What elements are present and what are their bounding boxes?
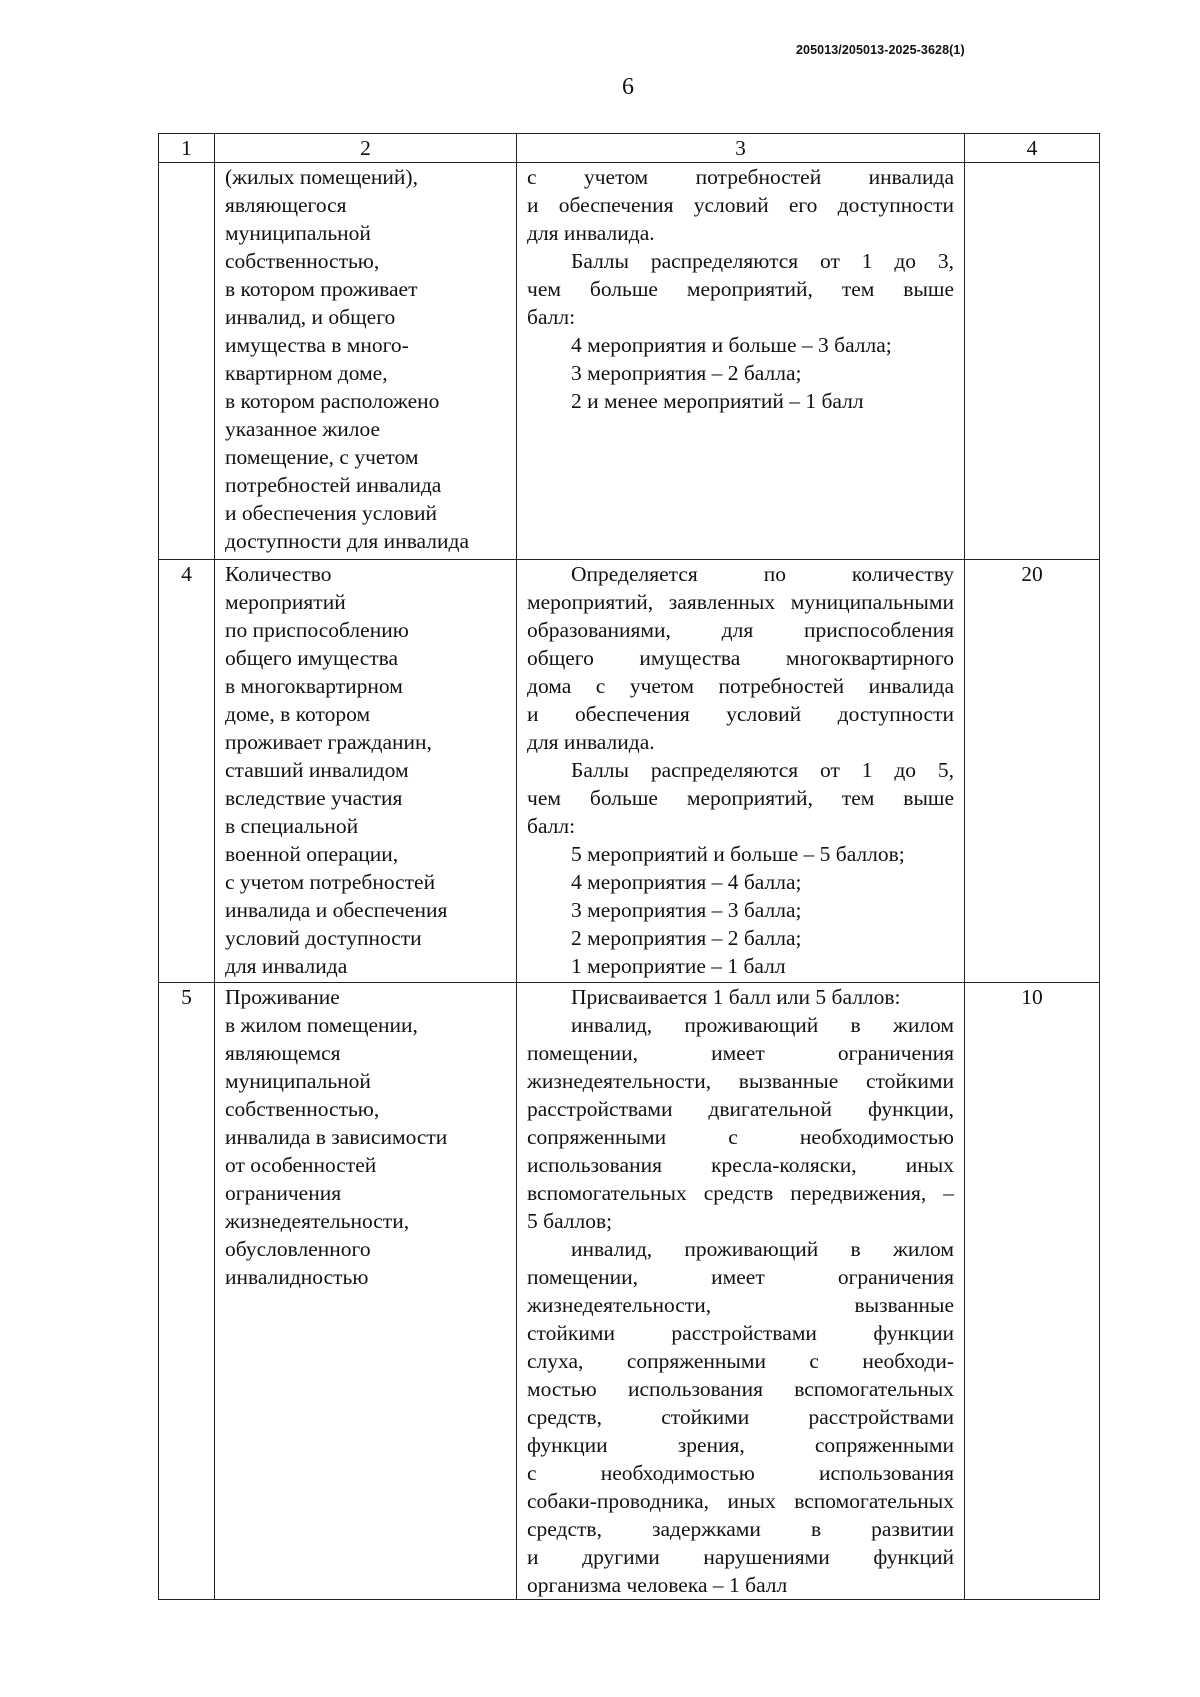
criterion-text-line: квартирном доме, bbox=[225, 361, 388, 385]
description-text-line: слуха, сопряженными с необходи- bbox=[527, 1349, 954, 1373]
document-registration-number: 205013/205013-2025-3628(1) bbox=[796, 43, 965, 57]
criterion-text-line: с учетом потребностей bbox=[225, 870, 436, 894]
criterion-text-line: Количество bbox=[225, 562, 332, 586]
description-text-line: 1 мероприятие – 1 балл bbox=[571, 954, 786, 978]
description-text-line: помещении, имеет ограничения bbox=[527, 1041, 954, 1065]
description-text-line: 2 мероприятия – 2 балла; bbox=[571, 926, 802, 950]
description-cell bbox=[517, 560, 965, 983]
table-row bbox=[159, 983, 1100, 1600]
criterion-text-line: инвалидностью bbox=[225, 1265, 369, 1289]
criterion-text-line: ставший инвалидом bbox=[225, 758, 409, 782]
description-text-line: стойкими расстройствами функции bbox=[527, 1321, 954, 1345]
table-row bbox=[159, 560, 1100, 983]
description-text-line: и обеспечения условий его доступности bbox=[527, 193, 954, 217]
criterion-text-line: собственностью, bbox=[225, 249, 380, 273]
criterion-cell bbox=[215, 163, 517, 560]
criterion-text-line: указанное жилое bbox=[225, 417, 381, 441]
criterion-text-line: муниципальной bbox=[225, 221, 371, 245]
description-text-line: с учетом потребностей инвалида bbox=[527, 165, 954, 189]
description-text-line: дома с учетом потребностей инвалида bbox=[527, 674, 954, 698]
description-text-line: 3 мероприятия – 3 балла; bbox=[571, 898, 802, 922]
max-score-cell: 20 bbox=[965, 560, 1100, 983]
description-text-line: балл: bbox=[527, 305, 576, 329]
criterion-text-line: потребностей инвалида bbox=[225, 473, 442, 497]
criterion-text-line: в котором проживает bbox=[225, 277, 418, 301]
row-number bbox=[159, 163, 215, 560]
description-text-line: с необходимостью использования bbox=[527, 1461, 954, 1485]
description-text-line: Баллы распределяются от 1 до 3, bbox=[571, 249, 954, 273]
criterion-text-line: доступности для инвалида bbox=[225, 529, 470, 553]
criterion-text-line: военной операции, bbox=[225, 842, 399, 866]
description-text-line: средств, задержками в развитии bbox=[527, 1517, 954, 1541]
description-text-line: чем больше мероприятий, тем выше bbox=[527, 277, 954, 301]
description-text-line: использования кресла-коляски, иных bbox=[527, 1153, 954, 1177]
criterion-text-line: мероприятий bbox=[225, 590, 346, 614]
criterion-text-line: доме, в котором bbox=[225, 702, 371, 726]
criterion-text-line: условий доступности bbox=[225, 926, 422, 950]
criterion-text-line: инвалида в зависимости bbox=[225, 1125, 448, 1149]
description-text-line: Присваивается 1 балл или 5 баллов: bbox=[571, 985, 901, 1009]
criterion-text-line: собственностью, bbox=[225, 1097, 380, 1121]
description-text-line: для инвалида. bbox=[527, 730, 655, 754]
max-score-cell bbox=[965, 163, 1100, 560]
column-number-3: 3 bbox=[517, 134, 965, 163]
criterion-text-line: общего имущества bbox=[225, 646, 399, 670]
description-text-line: вспомогательных средств передвижения, – bbox=[527, 1181, 954, 1205]
criterion-text-line: помещение, с учетом bbox=[225, 445, 419, 469]
description-cell bbox=[517, 983, 965, 1600]
description-text-line: и обеспечения условий доступности bbox=[527, 702, 954, 726]
row-number: 5 bbox=[159, 983, 215, 1600]
description-text-line: организма человека – 1 балл bbox=[527, 1573, 788, 1597]
description-text-line: и другими нарушениями функций bbox=[527, 1545, 954, 1569]
description-text-line: сопряженными с необходимостью bbox=[527, 1125, 954, 1149]
criterion-text-line: и обеспечения условий bbox=[225, 501, 437, 525]
criterion-text-line: в жилом помещении, bbox=[225, 1013, 418, 1037]
description-text-line: жизнедеятельности, вызванные стойкими bbox=[527, 1069, 954, 1093]
description-text-line: мероприятий, заявленных муниципальными bbox=[527, 590, 954, 614]
criterion-text-line: муниципальной bbox=[225, 1069, 371, 1093]
table-row bbox=[159, 163, 1100, 560]
criterion-cell bbox=[215, 983, 517, 1600]
description-text-line: помещении, имеет ограничения bbox=[527, 1265, 954, 1289]
description-text-line: инвалид, проживающий в жилом bbox=[571, 1237, 954, 1261]
criterion-text-line: являющемся bbox=[225, 1041, 341, 1065]
description-text-line: инвалид, проживающий в жилом bbox=[571, 1013, 954, 1037]
criterion-text-line: для инвалида bbox=[225, 954, 348, 978]
criterion-text-line: вследствие участия bbox=[225, 786, 403, 810]
description-text-line: функции зрения, сопряженными bbox=[527, 1433, 954, 1457]
criterion-text-line: инвалида и обеспечения bbox=[225, 898, 448, 922]
criterion-text-line: в специальной bbox=[225, 814, 359, 838]
criterion-text-line: инвалид, и общего bbox=[225, 305, 396, 329]
description-text-line: Баллы распределяются от 1 до 5, bbox=[571, 758, 954, 782]
description-text-line: собаки-проводника, иных вспомогательных bbox=[527, 1489, 954, 1513]
description-text-line: балл: bbox=[527, 814, 576, 838]
criterion-text-line: являющегося bbox=[225, 193, 347, 217]
row-number: 4 bbox=[159, 560, 215, 983]
criterion-text-line: (жилых помещений), bbox=[225, 165, 418, 189]
description-text-line: 4 мероприятия и больше – 3 балла; bbox=[571, 333, 892, 357]
criterion-text-line: Проживание bbox=[225, 985, 340, 1009]
criterion-text-line: жизнедеятельности, bbox=[225, 1209, 410, 1233]
criterion-text-line: по приспособлению bbox=[225, 618, 409, 642]
column-number-2: 2 bbox=[215, 134, 517, 163]
max-score-cell: 10 bbox=[965, 983, 1100, 1600]
description-text-line: 5 мероприятий и больше – 5 баллов; bbox=[571, 842, 905, 866]
description-text-line: 3 мероприятия – 2 балла; bbox=[571, 361, 802, 385]
description-text-line: 2 и менее мероприятий – 1 балл bbox=[571, 389, 864, 413]
column-number-1: 1 bbox=[159, 134, 215, 163]
description-text-line: 5 баллов; bbox=[527, 1209, 613, 1233]
criterion-text-line: имущества в много- bbox=[225, 333, 409, 357]
description-cell bbox=[517, 163, 965, 560]
page-number: 6 bbox=[622, 74, 634, 100]
criterion-text-line: в котором расположено bbox=[225, 389, 440, 413]
column-number-4: 4 bbox=[965, 134, 1100, 163]
criterion-text-line: в многоквартирном bbox=[225, 674, 403, 698]
criteria-table bbox=[158, 133, 1100, 1600]
criterion-cell bbox=[215, 560, 517, 983]
description-text-line: мостью использования вспомогательных bbox=[527, 1377, 954, 1401]
criterion-text-line: от особенностей bbox=[225, 1153, 377, 1177]
description-text-line: образованиями, для приспособления bbox=[527, 618, 954, 642]
description-text-line: общего имущества многоквартирного bbox=[527, 646, 954, 670]
criterion-text-line: проживает гражданин, bbox=[225, 730, 432, 754]
table-header-row bbox=[159, 134, 1100, 163]
description-text-line: для инвалида. bbox=[527, 221, 655, 245]
criterion-text-line: ограничения bbox=[225, 1181, 342, 1205]
criterion-text-line: обусловленного bbox=[225, 1237, 371, 1261]
description-text-line: средств, стойкими расстройствами bbox=[527, 1405, 954, 1429]
description-text-line: Определяется по количеству bbox=[571, 562, 954, 586]
description-text-line: жизнедеятельности, вызванные bbox=[527, 1293, 954, 1317]
description-text-line: 4 мероприятия – 4 балла; bbox=[571, 870, 802, 894]
description-text-line: чем больше мероприятий, тем выше bbox=[527, 786, 954, 810]
description-text-line: расстройствами двигательной функции, bbox=[527, 1097, 954, 1121]
